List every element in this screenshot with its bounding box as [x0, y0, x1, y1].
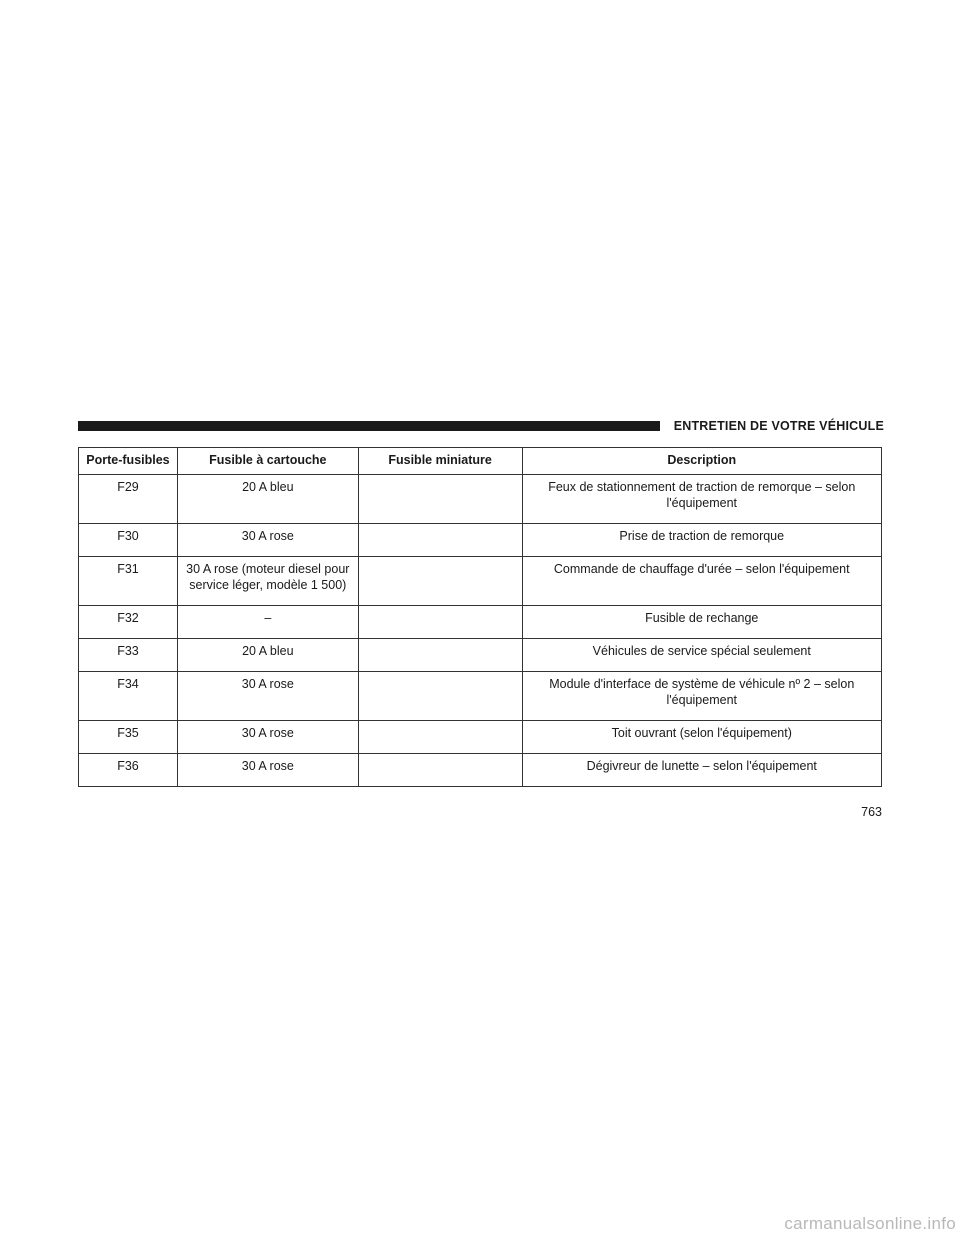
column-header-mini-fuse: Fusible miniature — [358, 448, 522, 475]
cell-cartridge: – — [177, 606, 358, 639]
column-header-cartridge-fuse: Fusible à cartouche — [177, 448, 358, 475]
cell-mini — [358, 754, 522, 787]
cell-mini — [358, 721, 522, 754]
header-rule-bar — [78, 421, 660, 431]
fuse-table — [78, 447, 882, 787]
cell-cavity: F29 — [79, 475, 178, 524]
cell-mini — [358, 672, 522, 721]
section-title: ENTRETIEN DE VOTRE VÉHICULE — [673, 419, 884, 433]
cell-cartridge: 30 A rose — [177, 754, 358, 787]
page-number: 763 — [861, 805, 882, 819]
column-header-cavity: Porte-fusibles — [79, 448, 178, 475]
cell-mini — [358, 557, 522, 606]
cell-mini — [358, 639, 522, 672]
table-row — [79, 557, 882, 606]
table-row — [79, 721, 882, 754]
cell-cartridge: 20 A bleu — [177, 639, 358, 672]
cell-cartridge: 30 A rose — [177, 721, 358, 754]
table-row — [79, 524, 882, 557]
table-row — [79, 475, 882, 524]
cell-cavity: F35 — [79, 721, 178, 754]
cell-cavity: F31 — [79, 557, 178, 606]
cell-cartridge: 30 A rose (moteur diesel pour service léger, modèle 1 500) — [177, 557, 358, 606]
watermark-text: carmanualsonline.info — [784, 1214, 956, 1233]
table-row — [79, 639, 882, 672]
cell-description: Véhicules de service spécial seulement — [522, 639, 881, 672]
cell-cavity: F36 — [79, 754, 178, 787]
table-row — [79, 754, 882, 787]
cell-cavity: F34 — [79, 672, 178, 721]
cell-description: Feux de stationnement de traction de remorque – selon l'équipement — [522, 475, 881, 524]
cell-cavity: F30 — [79, 524, 178, 557]
cell-cartridge: 30 A rose — [177, 672, 358, 721]
table-row — [79, 672, 882, 721]
table-header-row — [79, 448, 882, 475]
cell-cartridge: 30 A rose — [177, 524, 358, 557]
table-row — [79, 606, 882, 639]
cell-description: Fusible de rechange — [522, 606, 881, 639]
cell-description: Toit ouvrant (selon l'équipement) — [522, 721, 881, 754]
cell-mini — [358, 475, 522, 524]
cell-description: Module d'interface de système de véhicule nº 2 – selon l'équipement — [522, 672, 881, 721]
cell-cavity: F32 — [79, 606, 178, 639]
cell-mini — [358, 524, 522, 557]
cell-mini — [358, 606, 522, 639]
column-header-description: Description — [522, 448, 881, 475]
cell-cavity: F33 — [79, 639, 178, 672]
cell-cartridge: 20 A bleu — [177, 475, 358, 524]
cell-description: Dégivreur de lunette – selon l'équipement — [522, 754, 881, 787]
cell-description: Commande de chauffage d'urée – selon l'équipement — [522, 557, 881, 606]
cell-description: Prise de traction de remorque — [522, 524, 881, 557]
